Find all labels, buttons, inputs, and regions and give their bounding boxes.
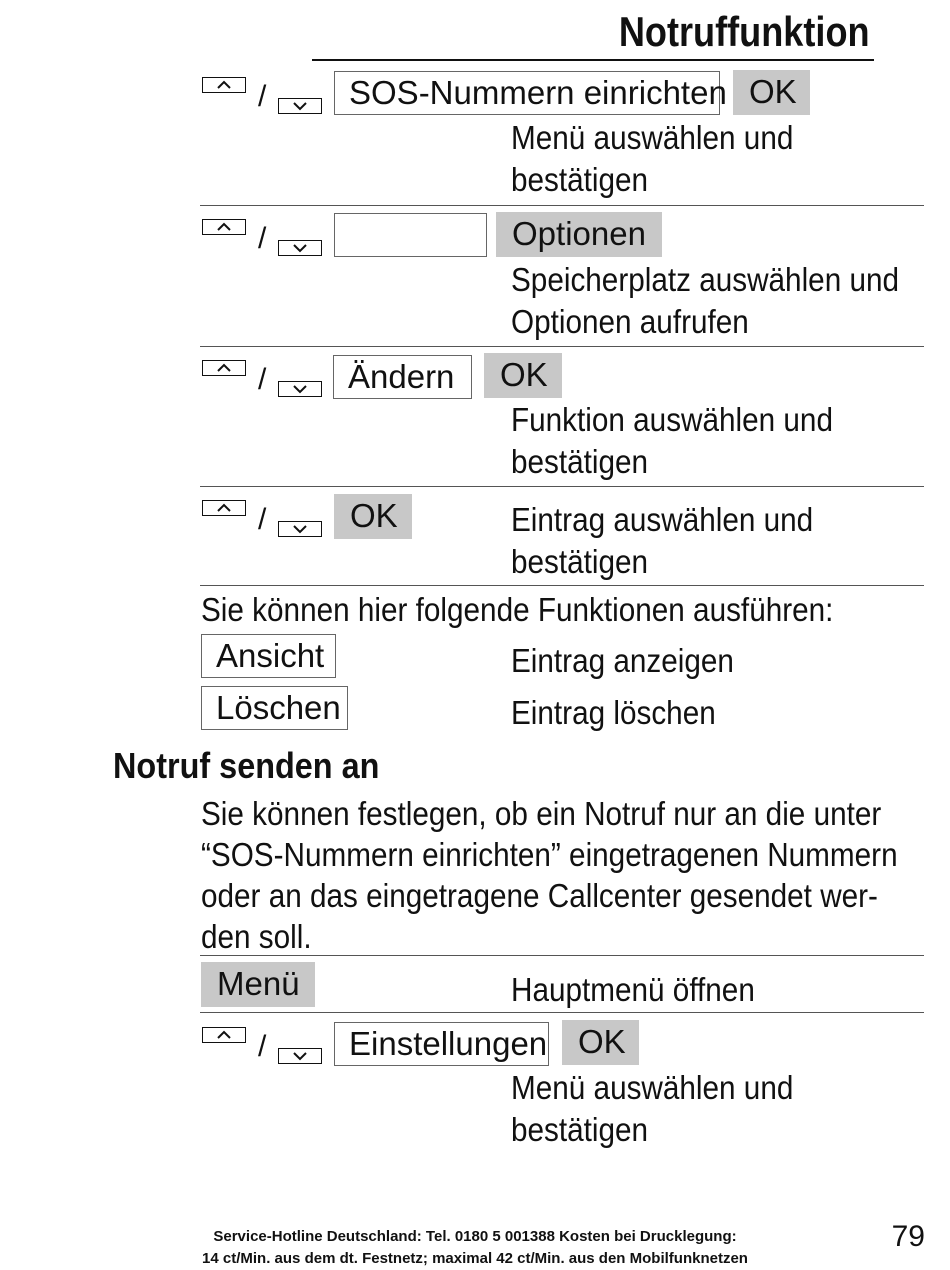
softkey-ok[interactable]: OK: [484, 353, 562, 398]
chevron-up-icon: [216, 80, 232, 90]
slash: /: [258, 363, 267, 396]
paragraph-line: “SOS-Nummern einrichten” eingetragenen Nummern: [201, 836, 898, 873]
step-description: [511, 259, 899, 343]
desc-line: bestätigen: [511, 161, 649, 198]
softkey-optionen[interactable]: Optionen: [496, 212, 662, 257]
slash: /: [258, 222, 267, 255]
function-description: Eintrag anzeigen: [511, 642, 734, 679]
desc-line: Speicherplatz auswählen und: [511, 261, 900, 298]
section-heading: Notruf senden an: [113, 745, 380, 786]
chevron-up-icon: [216, 503, 232, 513]
desc-line: Eintrag auswählen und: [511, 501, 814, 538]
paragraph-line: Sie können festlegen, ob ein Notruf nur an die unter: [201, 795, 882, 832]
down-key[interactable]: [278, 98, 322, 114]
paragraph-line: den soll.: [201, 918, 312, 955]
page-title: Notruffunktion: [619, 8, 870, 55]
chevron-down-icon: [292, 243, 308, 253]
divider: [200, 205, 924, 206]
function-description: Eintrag löschen: [511, 694, 716, 731]
functions-intro: Sie können hier folgende Funktionen ausführen:: [201, 591, 834, 628]
divider: [200, 1012, 924, 1013]
up-key[interactable]: [202, 219, 246, 235]
display-field: Ändern: [333, 355, 472, 399]
chevron-up-icon: [216, 1030, 232, 1040]
divider: [200, 346, 924, 347]
step-description: [511, 117, 793, 201]
up-key[interactable]: [202, 1027, 246, 1043]
desc-line: Optionen aufrufen: [511, 303, 749, 340]
display-field-empty: [334, 213, 487, 257]
chevron-down-icon: [292, 524, 308, 534]
down-key[interactable]: [278, 381, 322, 397]
softkey-ok[interactable]: OK: [733, 70, 810, 115]
footer-hotline: [0, 1226, 950, 1270]
slash: /: [258, 80, 267, 113]
softkey-ok[interactable]: OK: [562, 1020, 639, 1065]
desc-line: Menü auswählen und: [511, 1069, 794, 1106]
function-ansicht[interactable]: Ansicht: [201, 634, 336, 678]
footer-line: 14 ct/Min. aus dem dt. Festnetz; maximal 42 ct/Min. aus den Mobilfunknetzen: [202, 1250, 748, 1267]
step-description: [511, 499, 813, 583]
chevron-up-icon: [216, 363, 232, 373]
paragraph-line: oder an das eingetragene Callcenter gesendet wer-: [201, 877, 878, 914]
up-key[interactable]: [202, 360, 246, 376]
down-key[interactable]: [278, 1048, 322, 1064]
softkey-menu[interactable]: Menü: [201, 962, 315, 1007]
divider: [200, 585, 924, 586]
up-key[interactable]: [202, 77, 246, 93]
chevron-down-icon: [292, 1051, 308, 1061]
section-paragraph: [201, 793, 898, 957]
desc-line: bestätigen: [511, 1111, 649, 1148]
display-field: Einstellungen: [334, 1022, 549, 1066]
softkey-ok[interactable]: OK: [334, 494, 412, 539]
desc-line: Funktion auswählen und: [511, 401, 833, 438]
page-number: 79: [891, 1220, 925, 1253]
down-key[interactable]: [278, 521, 322, 537]
desc-line: bestätigen: [511, 543, 649, 580]
step-description: [511, 399, 833, 483]
slash: /: [258, 503, 267, 536]
footer-line: Service-Hotline Deutschland: Tel. 0180 5 001388 Kosten bei Drucklegung:: [213, 1228, 737, 1245]
chevron-down-icon: [292, 384, 308, 394]
display-field: SOS-Nummern einrichten: [334, 71, 720, 115]
step-description: Hauptmenü öffnen: [511, 971, 755, 1008]
desc-line: Menü auswählen und: [511, 119, 794, 156]
chevron-up-icon: [216, 222, 232, 232]
title-rule: [312, 59, 874, 61]
desc-line: bestätigen: [511, 443, 649, 480]
slash: /: [258, 1030, 267, 1063]
down-key[interactable]: [278, 240, 322, 256]
function-loeschen[interactable]: Löschen: [201, 686, 348, 730]
step-description: [511, 1067, 793, 1151]
divider: [200, 955, 924, 956]
divider: [200, 486, 924, 487]
up-key[interactable]: [202, 500, 246, 516]
chevron-down-icon: [292, 101, 308, 111]
